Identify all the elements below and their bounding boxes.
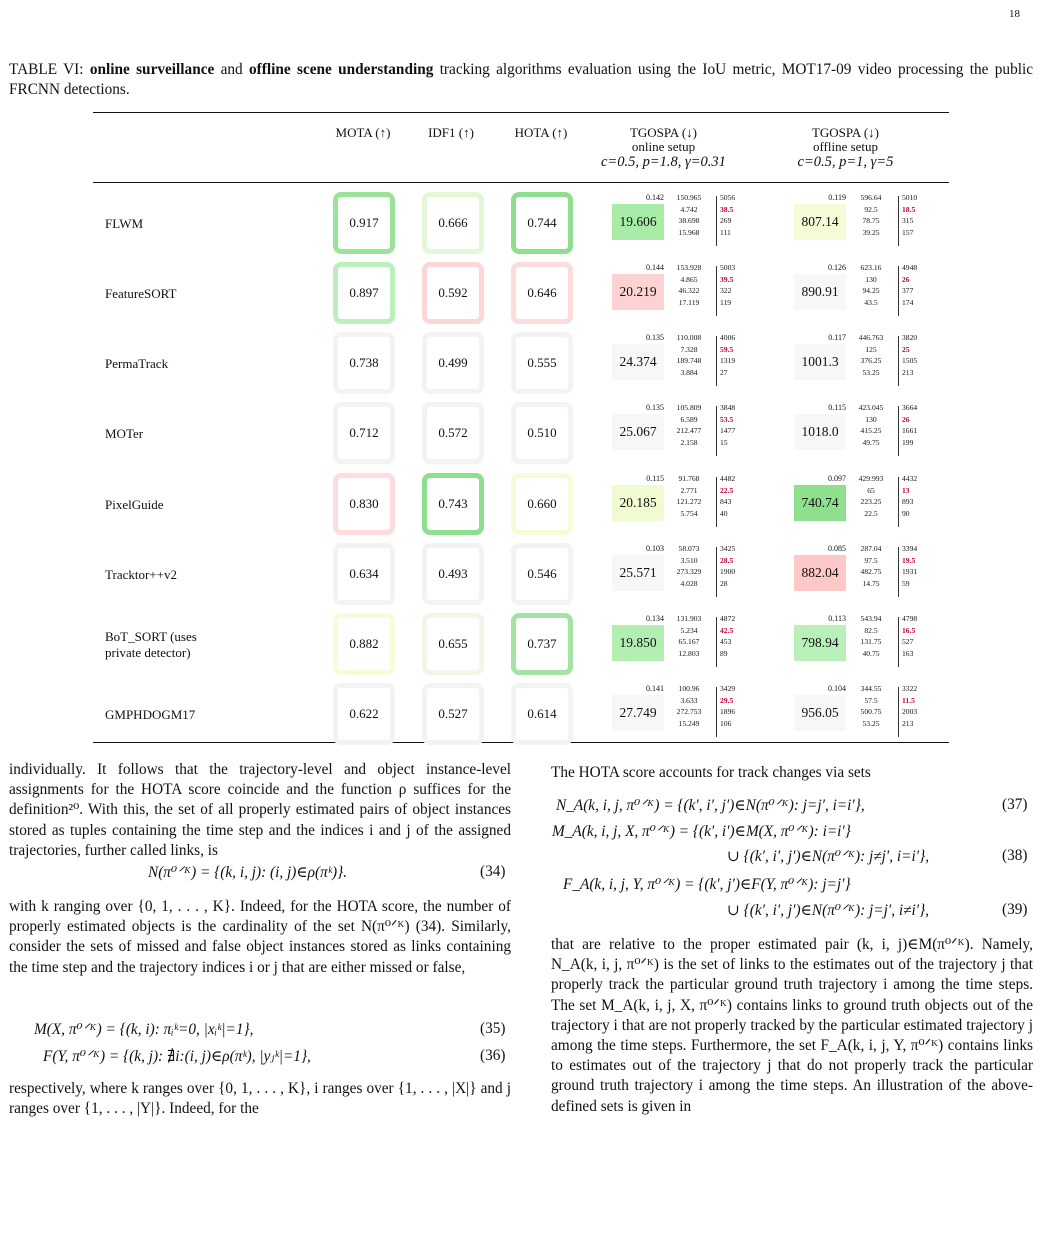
tgospa-off-stats [849,543,893,589]
tgospa-on-value: 20.185 [612,485,664,521]
tgospa-off-stats [849,262,893,308]
tgospa-off-counts [902,613,930,659]
count-value: 4482 [720,474,736,483]
count-value: 3425 [720,544,736,553]
metric-idf1: 0.493 [422,543,484,605]
metric-idf1: 0.572 [422,402,484,464]
row-name-line1: PixelGuide [105,497,164,512]
left-para-2: with k ranging over {0, 1, . . . , K}. Indeed, for the HOTA score, the number of properly estimated objects is the cardinality of the set N(π⁰ᐟᴷ) (34). Similarly, consider the sets of missed and false object instances stored as links containing the time step and the trajectory indices i or j that are either missed or false, [9,898,511,976]
tgospa-online-params: c=0.5, p=1.8, γ=0.31 [601,154,726,170]
row-name-line1: Tracktor++v2 [105,567,177,582]
count-value: 18.5 [902,204,916,214]
table-caption [9,60,1033,100]
tgospa-off-value: 740.74 [794,485,846,521]
stat-value: 3.633 [680,695,698,705]
count-value: 26 [902,274,910,284]
equation-36-number: (36) [480,1047,506,1064]
stat-value: 2.771 [680,485,698,495]
tgospa-on-value: 25.571 [612,555,664,591]
metric-idf1: 0.527 [422,683,484,745]
stat-value: 15.968 [678,227,700,237]
metric-idf1: 0.655 [422,613,484,675]
count-value: 315 [902,216,914,225]
count-value: 111 [720,227,731,237]
divider [898,617,899,667]
stat-value: 39.25 [862,227,880,237]
row-name [105,286,315,302]
tgospa-off-counts [902,332,930,378]
stat-value: 2.158 [680,437,698,447]
tgospa-off-small: 0.104 [828,684,846,693]
stat-value: 94.25 [862,286,880,295]
tgospa-off-value: 956.05 [794,695,846,731]
count-value: 15 [720,437,728,447]
tgospa-on-small: 0.135 [646,333,664,342]
stat-value: 57.5 [864,695,878,705]
equation-39-line1: F_A(k, i, j, Y, π⁰ᐟᴷ) = {(k′, j′)∈F(Y, π⁰ᐟᴷ): j=j′} [563,876,851,893]
count-value: 22.5 [720,485,734,495]
row-name [105,629,315,661]
equation-37: N_A(k, i, j, π⁰ᐟᴷ) = {(k′, i′, j′)∈N(π⁰ᐟᴷ): j=j′, i=i′}, [556,797,865,814]
row-name-line1: FLWM [105,216,144,231]
equation-35-number: (35) [480,1020,506,1037]
tgospa-on-counts [720,473,748,519]
tgospa-on-stats [667,613,711,659]
count-value: 269 [720,216,732,225]
stat-value: 596.64 [860,193,882,202]
tgospa-off-counts [902,683,930,729]
page-number: 18 [1009,8,1020,20]
tgospa-off-small: 0.126 [828,263,846,272]
tgospa-on-small: 0.142 [646,193,664,202]
count-value: 89 [720,648,728,658]
count-value: 1319 [720,356,736,365]
equation-38-number: (38) [1002,847,1028,864]
metric-idf1: 0.666 [422,192,484,254]
equation-39-number: (39) [1002,901,1028,918]
metric-hota: 0.646 [511,262,573,324]
tgospa-off-value: 807.14 [794,204,846,240]
tgospa-on-stats [667,543,711,589]
count-value: 1900 [720,567,736,576]
count-value: 11.5 [902,695,915,705]
tgospa-off-counts [902,192,930,238]
stat-value: 7.328 [680,344,698,354]
mid-rule [93,182,949,183]
tgospa-off-stats [849,613,893,659]
stat-value: 3.884 [680,367,698,377]
tgospa-on-stats [667,683,711,729]
equation-34-number: (34) [480,863,506,880]
divider [898,406,899,456]
count-value: 527 [902,637,914,646]
stat-value: 65 [867,485,875,495]
divider [898,477,899,527]
metric-mota: 0.897 [333,262,395,324]
count-value: 199 [902,437,914,447]
stat-value: 125 [865,344,877,354]
top-rule [93,112,949,113]
tgospa-on-counts [720,543,748,589]
equation-35: M(X, π⁰ᐟᴷ) = {(k, i): πᵢᵏ=0, |xᵢᵏ|=1}, [34,1021,254,1038]
count-value: 843 [720,497,732,506]
right-para-1: The HOTA score accounts for track changes via sets [551,764,871,781]
count-value: 5056 [720,193,736,202]
row-name-line2: private detector) [105,645,191,660]
stat-value: 131.75 [860,637,882,646]
count-value: 90 [902,508,910,518]
count-value: 1477 [720,426,736,435]
stat-value: 150.965 [676,193,702,202]
row-name [105,216,315,232]
left-para-3: respectively, where k ranges over {0, 1, . . . , K}, i ranges over {1, . . . , |X|} and j ranges over {1, . . . , |Y|}. Indeed, for the [9,1080,511,1118]
row-name-line1: MOTer [105,426,144,441]
stat-value: 12.803 [678,648,700,658]
tgospa-off-counts [902,402,930,448]
tgospa-offline-setup: offline setup [812,139,879,154]
divider [898,196,899,246]
right-para-2: that are relative to the proper estimated pair (k, i, j)∈M(π⁰ᐟᴷ). Namely, N_A(k, i, j, π⁰ᐟᴷ) is the set of links to the estimates out of the trajectory j that properly track the particular ground truth trajectory i among the time steps. The set M_A(k, i, j, X, π⁰ᐟᴷ) contains links to ground truth objects out of the trajectory i that are not properly tracked by the particular estimated trajectory j among the time steps. Furthermore, the set F_A(k, i, j, Y, π⁰ᐟᴷ) contains links to estimates out of the trajectory j that do not properly track the particular ground truth trajectory i among the time steps. An illustration of the above-defined sets is given in [551,936,1033,1115]
stat-value: 22.5 [864,508,878,518]
metric-hota: 0.744 [511,192,573,254]
tgospa-off-small: 0.113 [828,614,846,623]
count-value: 119 [720,297,732,307]
row-name [105,426,315,442]
tgospa-on-value: 27.749 [612,695,664,731]
count-value: 25 [902,344,910,354]
count-value: 3820 [902,333,918,342]
stat-value: 446.763 [858,333,884,342]
row-name [105,356,315,372]
count-value: 1896 [720,707,736,716]
count-value: 3664 [902,403,918,412]
tgospa-on-value: 24.374 [612,344,664,380]
metric-hota: 0.510 [511,402,573,464]
stat-value: 82.5 [864,625,878,635]
row-name [105,567,315,583]
stat-value: 58.073 [678,544,700,553]
row-name [105,497,315,513]
count-value: 16.5 [902,625,916,635]
tgospa-off-small: 0.085 [828,544,846,553]
count-value: 53.5 [720,414,734,424]
stat-value: 273.329 [676,567,702,576]
divider [716,266,717,316]
stat-value: 3.510 [680,555,698,565]
stat-value: 100.96 [678,684,700,693]
stat-value: 49.75 [862,437,880,447]
stat-value: 423.045 [858,403,884,412]
divider [716,547,717,597]
equation-34: N(π⁰ᐟᴷ) = {(k, i, j): (i, j)∈ρ(πᵏ)}. [148,864,348,881]
count-value: 27 [720,367,728,377]
tgospa-on-value: 25.067 [612,414,664,450]
tgospa-online-title: TGOSPA (↓) [629,125,698,140]
count-value: 28 [720,578,728,588]
tgospa-off-counts [902,543,930,589]
count-value: 453 [720,637,732,646]
count-value: 213 [902,718,914,728]
tgospa-off-small: 0.119 [828,193,846,202]
count-value: 4798 [902,614,918,623]
count-value: 322 [720,286,732,295]
metric-hota: 0.546 [511,543,573,605]
count-value: 4432 [902,474,918,483]
divider [898,547,899,597]
row-name-line1: BoT_SORT (uses [105,629,197,644]
count-value: 4948 [902,263,918,272]
tgospa-on-counts [720,332,748,378]
count-value: 5010 [902,193,918,202]
stat-value: 376.25 [860,356,882,365]
count-value: 1505 [902,356,918,365]
tgospa-on-stats [667,473,711,519]
tgospa-on-stats [667,332,711,378]
stat-value: 4.028 [680,578,698,588]
tgospa-on-small: 0.135 [646,403,664,412]
header-idf1: IDF1 (↑) [428,125,474,140]
stat-value: 482.75 [860,567,882,576]
metric-idf1: 0.743 [422,473,484,535]
tgospa-off-counts [902,473,930,519]
divider [898,687,899,737]
metric-hota: 0.737 [511,613,573,675]
row-name-line1: GMPHDOGM17 [105,707,196,722]
stat-value: 43.5 [864,297,878,307]
tgospa-off-counts [902,262,930,308]
stat-value: 4.742 [680,204,698,214]
count-value: 26 [902,414,910,424]
tgospa-off-small: 0.097 [828,474,846,483]
tgospa-on-value: 20.219 [612,274,664,310]
tgospa-off-value: 1018.0 [794,414,846,450]
divider [716,617,717,667]
caption-bold-online: online surveillance [89,61,215,78]
divider [716,196,717,246]
header-tgospa-online [591,126,736,169]
tgospa-on-small: 0.134 [646,614,664,623]
tgospa-on-value: 19.850 [612,625,664,661]
count-value: 3848 [720,403,736,412]
tgospa-on-stats [667,262,711,308]
count-value: 163 [902,648,914,658]
tgospa-on-counts [720,613,748,659]
count-value: 157 [902,227,914,237]
count-value: 4006 [720,333,736,342]
left-para-1: individually. It follows that the trajectory-level and object instance-level assignments for the HOTA score coincide and the function ρ suffices for the definition²⁰. With this, the set of all properly estimated pairs of object instances stored as tuples containing the time step and the indices i and j of the assigned trajectories, further called links, is [9,761,511,859]
stat-value: 65.167 [678,637,700,646]
equation-38-line1: M_A(k, i, j, X, π⁰ᐟᴷ) = {(k′, i′)∈M(X, π⁰ᐟᴷ): i=i′} [552,823,851,840]
tgospa-on-counts [720,262,748,308]
stat-value: 97.5 [864,555,878,565]
stat-value: 105.809 [676,403,702,412]
count-value: 59 [902,578,910,588]
equation-36: F(Y, π⁰ᐟᴷ) = {(k, j): ∄i:(i, j)∈ρ(πᵏ), |yⱼᵏ|=1}, [43,1048,311,1065]
tgospa-on-small: 0.103 [646,544,664,553]
stat-value: 14.75 [862,578,880,588]
stat-value: 623.16 [860,263,882,272]
count-value: 174 [902,297,914,307]
stat-value: 46.322 [678,286,700,295]
stat-value: 92.5 [864,204,878,214]
stat-value: 500.75 [860,707,882,716]
tgospa-on-stats [667,192,711,238]
stat-value: 344.55 [860,684,882,693]
stat-value: 429.993 [858,474,884,483]
equation-38-line2: ∪ {(k′, i′, j′)∈N(π⁰ᐟᴷ): j≠j′, i=i′}, [727,848,930,865]
stat-value: 212.477 [676,426,702,435]
count-value: 893 [902,497,914,506]
row-name-line1: FeatureSORT [105,286,177,301]
stat-value: 5.234 [680,625,698,635]
metric-mota: 0.712 [333,402,395,464]
header-mota: MOTA (↑) [335,125,391,140]
count-value: 40 [720,508,728,518]
tgospa-online-setup: online setup [631,139,696,154]
stat-value: 287.04 [860,544,882,553]
count-value: 39.5 [720,274,734,284]
stat-value: 110.008 [676,333,702,342]
stat-value: 5.754 [680,508,698,518]
metric-hota: 0.614 [511,683,573,745]
equation-39-line2: ∪ {(k′, i′, j′)∈N(π⁰ᐟᴷ): j=j′, i≠i′}, [727,902,930,919]
tgospa-on-small: 0.141 [646,684,664,693]
count-value: 3429 [720,684,736,693]
count-value: 38.5 [720,204,734,214]
count-value: 2003 [902,707,918,716]
stat-value: 91.768 [678,474,700,483]
count-value: 42.5 [720,625,734,635]
stat-value: 223.25 [860,497,882,506]
stat-value: 415.25 [860,426,882,435]
caption-and: and [220,61,243,78]
metric-mota: 0.917 [333,192,395,254]
divider [716,336,717,386]
tgospa-off-stats [849,332,893,378]
caption-prefix: TABLE VI: [9,61,84,78]
metric-hota: 0.555 [511,332,573,394]
stat-value: 78.75 [862,216,880,225]
count-value: 13 [902,485,910,495]
tgospa-on-stats [667,402,711,448]
tgospa-off-stats [849,402,893,448]
divider [716,406,717,456]
count-value: 377 [902,286,914,295]
divider [898,266,899,316]
stat-value: 153.928 [676,263,702,272]
tgospa-off-stats [849,192,893,238]
caption-bold-offline: offline scene understanding [249,61,434,78]
tgospa-off-value: 1001.3 [794,344,846,380]
metric-mota: 0.738 [333,332,395,394]
row-name-line1: PermaTrack [105,356,169,371]
count-value: 5003 [720,263,736,272]
divider [716,477,717,527]
tgospa-off-value: 890.91 [794,274,846,310]
stat-value: 131.903 [676,614,702,623]
metric-mota: 0.882 [333,613,395,675]
tgospa-on-small: 0.144 [646,263,664,272]
tgospa-off-small: 0.115 [828,403,846,412]
stat-value: 53.25 [862,718,880,728]
metric-hota: 0.660 [511,473,573,535]
count-value: 3322 [902,684,918,693]
tgospa-on-small: 0.115 [646,474,664,483]
equation-37-number: (37) [1002,796,1028,813]
count-value: 29.5 [720,695,734,705]
stat-value: 4.865 [680,274,698,284]
stat-value: 121.272 [676,497,702,506]
metric-mota: 0.622 [333,683,395,745]
header-hota: HOTA (↑) [514,125,568,140]
stat-value: 272.753 [676,707,702,716]
header-tgospa-offline [773,126,918,169]
metric-mota: 0.634 [333,543,395,605]
caption-rest: tracking algorithms evaluation using the IoU metric, MOT17-09 video processing the public FRCNN detections. [9,61,1034,98]
divider [716,687,717,737]
tgospa-off-value: 882.04 [794,555,846,591]
tgospa-offline-params: c=0.5, p=1, γ=5 [797,154,894,170]
stat-value: 53.25 [862,367,880,377]
divider [898,336,899,386]
metric-idf1: 0.592 [422,262,484,324]
tgospa-offline-title: TGOSPA (↓) [811,125,880,140]
count-value: 1661 [902,426,918,435]
tgospa-on-counts [720,192,748,238]
count-value: 4872 [720,614,736,623]
count-value: 59.5 [720,344,734,354]
row-name [105,707,315,723]
count-value: 19.5 [902,555,916,565]
tgospa-off-stats [849,473,893,519]
count-value: 1931 [902,567,918,576]
count-value: 213 [902,367,914,377]
stat-value: 40.75 [862,648,880,658]
stat-value: 15.249 [678,718,700,728]
stat-value: 543.94 [860,614,882,623]
tgospa-off-stats [849,683,893,729]
tgospa-on-value: 19.606 [612,204,664,240]
metric-idf1: 0.499 [422,332,484,394]
count-value: 3394 [902,544,918,553]
tgospa-on-counts [720,683,748,729]
stat-value: 130 [865,274,877,284]
stat-value: 189.748 [676,356,702,365]
stat-value: 130 [865,414,877,424]
count-value: 106 [720,718,732,728]
tgospa-off-small: 0.117 [828,333,846,342]
stat-value: 6.589 [680,414,698,424]
tgospa-on-counts [720,402,748,448]
stat-value: 17.119 [678,297,700,307]
tgospa-off-value: 798.94 [794,625,846,661]
metric-mota: 0.830 [333,473,395,535]
count-value: 28.5 [720,555,734,565]
stat-value: 38.698 [678,216,700,225]
